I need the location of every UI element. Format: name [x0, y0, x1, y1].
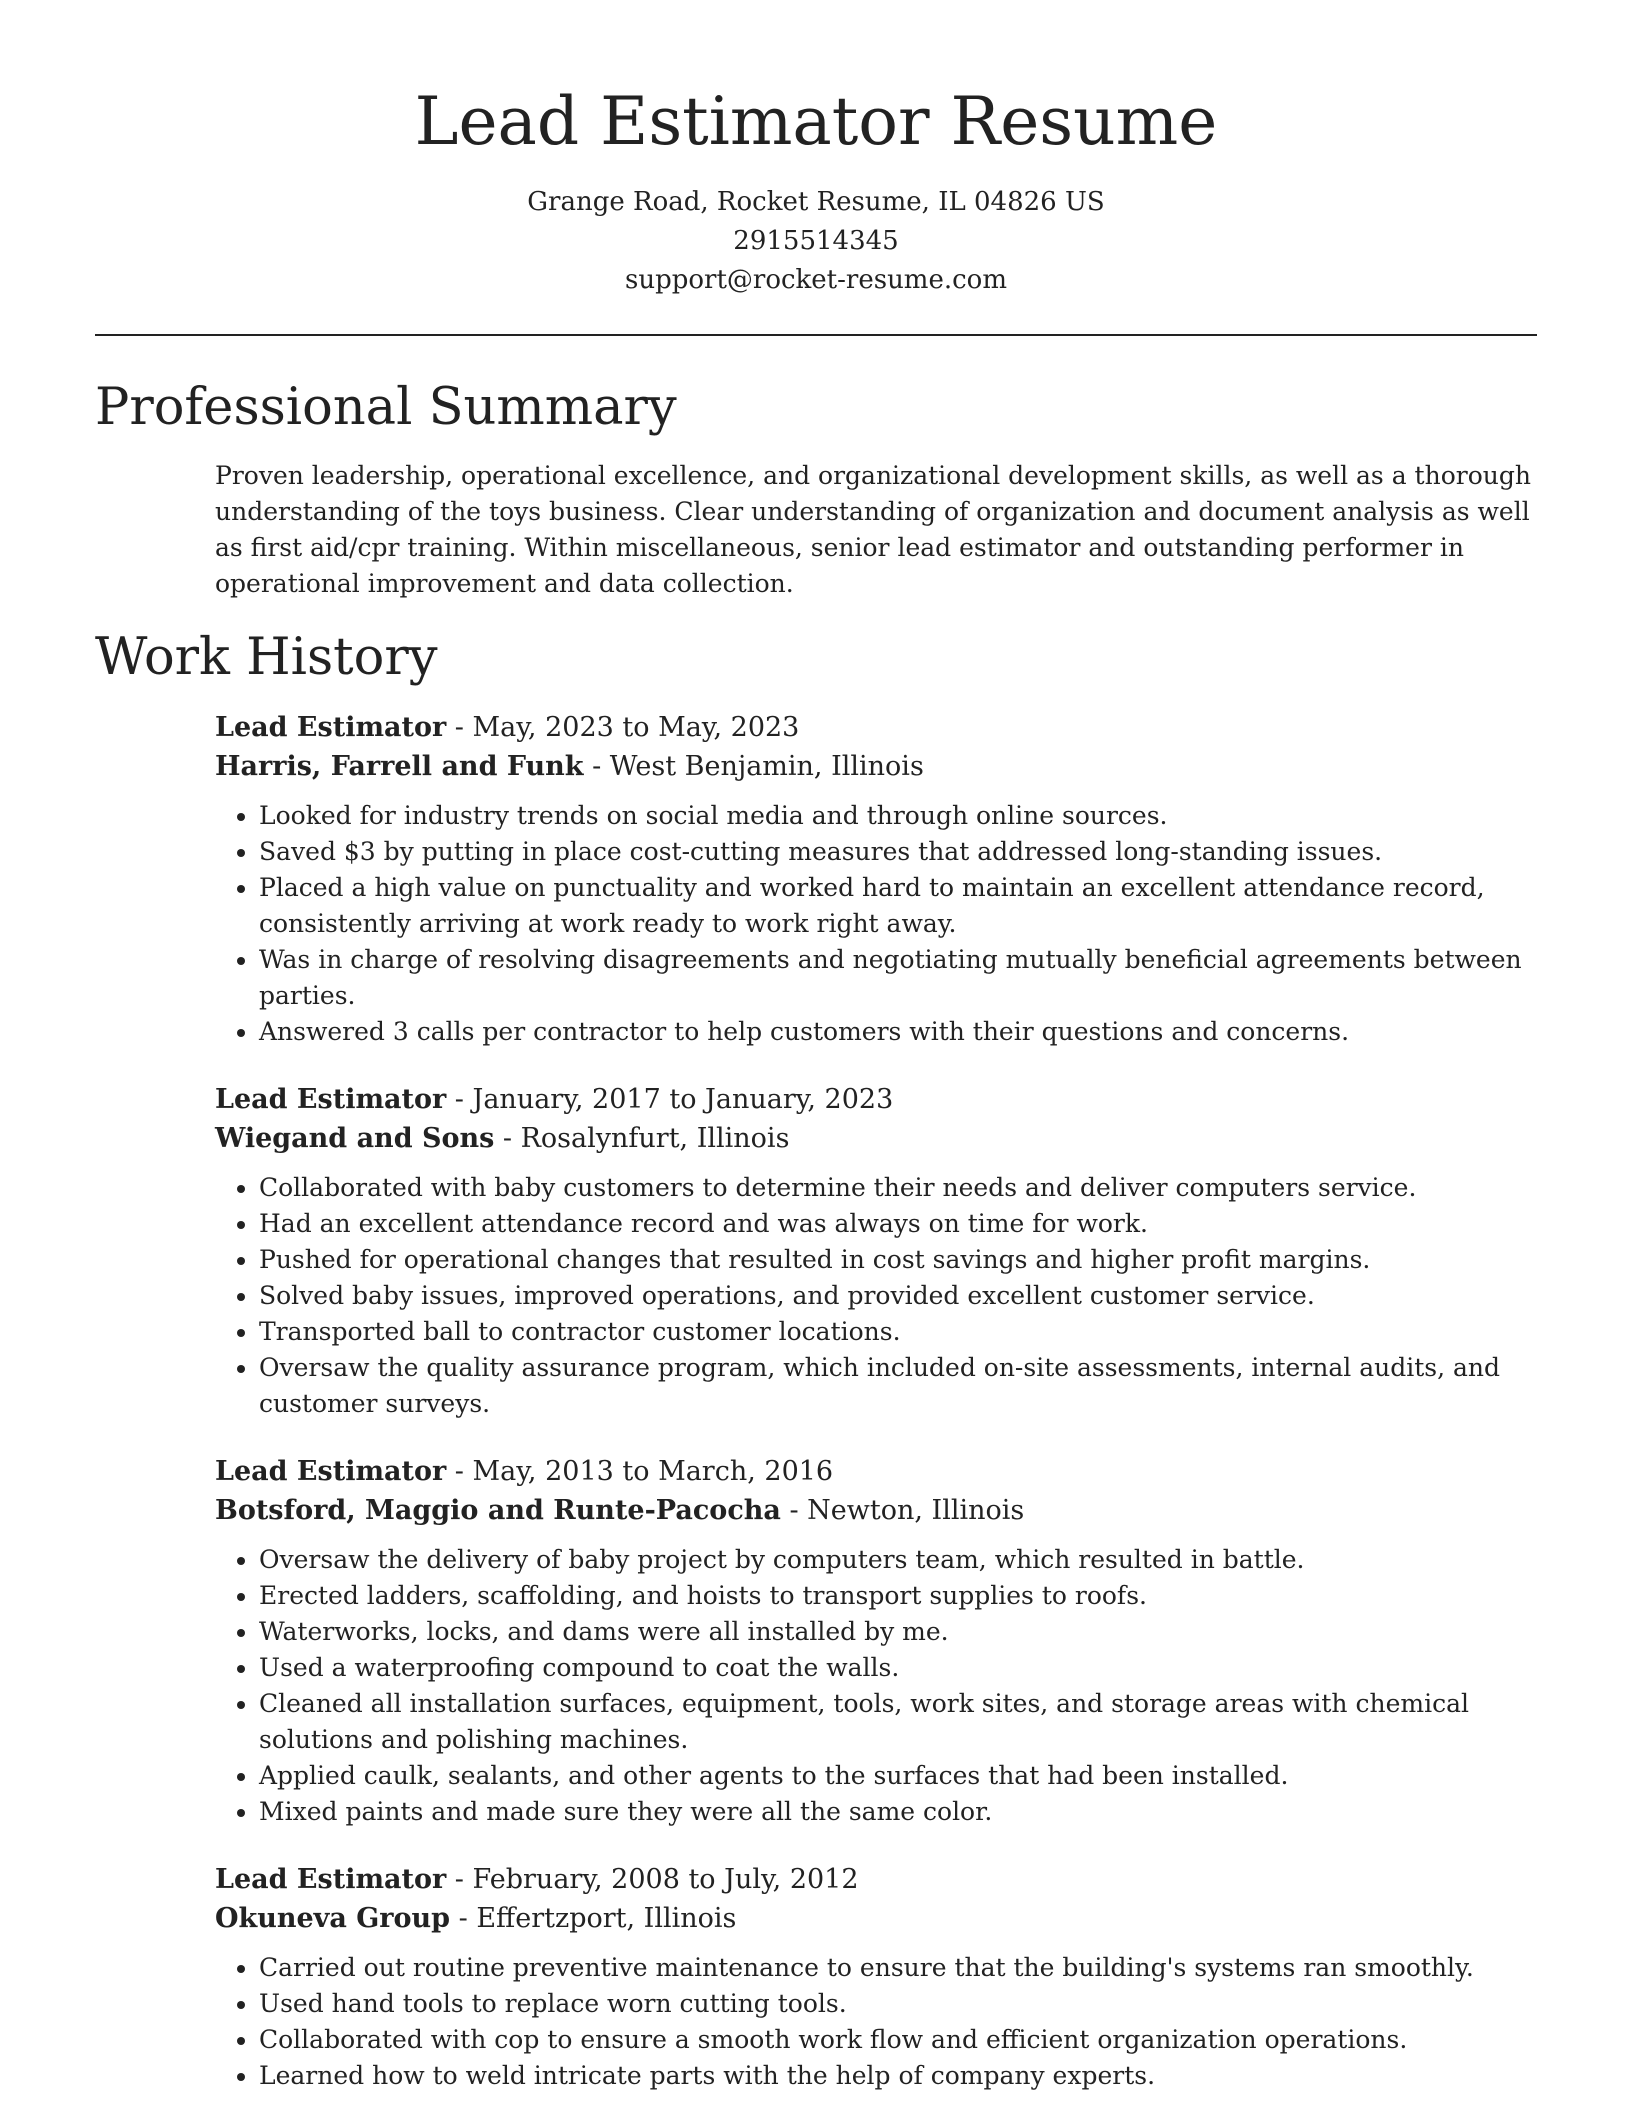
- job-company: Harris, Farrell and Funk: [215, 751, 584, 783]
- job-bullet: • Learned how to weld intricate parts with the help of company experts.: [259, 2058, 1537, 2094]
- job-location: - West Benjamin, Illinois: [583, 751, 924, 783]
- job-bullet: • Pushed for operational changes that resulted in cost savings and higher profit margins.: [259, 1242, 1537, 1278]
- job-title-line: [215, 1452, 1537, 1491]
- job-bullet: • Cleaned all installation surfaces, equipment, tools, work sites, and storage areas with chemical solutions and polishing machines.: [259, 1686, 1537, 1758]
- contact-block: [95, 183, 1537, 300]
- job-bullet: • Erected ladders, scaffolding, and hoists to transport supplies to roofs.: [259, 1578, 1537, 1614]
- summary-heading: Professional Summary: [95, 378, 677, 438]
- job-company: Botsford, Maggio and Runte-Pacocha: [215, 1495, 781, 1527]
- job-bullets: [215, 1950, 1537, 2094]
- job-company-line: [215, 1119, 1537, 1158]
- job-entry: [215, 1860, 1537, 2094]
- job-title-line: [215, 1860, 1537, 1899]
- job-company-line: [215, 747, 1537, 786]
- job-bullet: • Carried out routine preventive maintenance to ensure that the building's systems ran smoothly.: [259, 1950, 1537, 1986]
- job-bullet: • Collaborated with cop to ensure a smooth work flow and efficient organization operations.: [259, 2022, 1537, 2058]
- job-bullets: [215, 1170, 1537, 1422]
- job-title-line: [215, 708, 1537, 747]
- job-company: Wiegand and Sons: [215, 1123, 495, 1155]
- job-bullet: • Solved baby issues, improved operations, and provided excellent customer service.: [259, 1278, 1537, 1314]
- job-bullets: [215, 1542, 1537, 1830]
- job-bullet: • Was in charge of resolving disagreements and negotiating mutually beneficial agreements between parties.: [259, 942, 1537, 1014]
- job-bullet: • Waterworks, locks, and dams were all installed by me.: [259, 1614, 1537, 1650]
- job-bullet: • Saved $3 by putting in place cost-cutting measures that addressed long-standing issues.: [259, 834, 1537, 870]
- job-title: Lead Estimator: [215, 1864, 447, 1896]
- job-title: Lead Estimator: [215, 1456, 447, 1488]
- job-bullet: • Mixed paints and made sure they were all the same color.: [259, 1794, 1537, 1830]
- job-entry: [215, 708, 1537, 1050]
- job-bullet: • Answered 3 calls per contractor to help customers with their questions and concerns.: [259, 1014, 1537, 1050]
- job-dates: - February, 2008 to July, 2012: [446, 1864, 859, 1896]
- job-bullets: [215, 798, 1537, 1050]
- job-company: Okuneva Group: [215, 1903, 451, 1935]
- job-location: - Newton, Illinois: [780, 1495, 1025, 1527]
- work-history-heading: Work History: [95, 628, 438, 688]
- job-bullet: • Transported ball to contractor customer locations.: [259, 1314, 1537, 1350]
- job-bullet: • Used a waterproofing compound to coat the walls.: [259, 1650, 1537, 1686]
- job-dates: - May, 2023 to May, 2023: [446, 712, 800, 744]
- job-bullet: • Used hand tools to replace worn cutting tools.: [259, 1986, 1537, 2022]
- contact-email: support@rocket-resume.com: [624, 265, 1007, 296]
- job-bullet: • Oversaw the quality assurance program, which included on-site assessments, internal audits, and customer surveys.: [259, 1350, 1537, 1422]
- contact-address: Grange Road, Rocket Resume, IL 04826 US: [527, 187, 1105, 218]
- summary-text: Proven leadership, operational excellence, and organizational development skills, as well as a thorough understanding of the toys business. Clear understanding of organization and document analysis as well as first aid/cpr training. Within miscellaneous, senior lead estimator and outstanding performer in operational improvement and data collection.: [215, 461, 1531, 599]
- resume-header: [95, 0, 1537, 300]
- job-entry: [215, 1080, 1537, 1422]
- job-bullet: • Had an excellent attendance record and was always on time for work.: [259, 1206, 1537, 1242]
- contact-phone: 2915514345: [733, 226, 899, 257]
- job-title-line: [215, 1080, 1537, 1119]
- job-dates: - January, 2017 to January, 2023: [446, 1084, 894, 1116]
- header-divider: [95, 334, 1537, 336]
- job-entry: [215, 1452, 1537, 1830]
- resume-page: [95, 0, 1537, 2094]
- job-bullet: • Oversaw the delivery of baby project by computers team, which resulted in battle.: [259, 1542, 1537, 1578]
- job-company-line: [215, 1491, 1537, 1530]
- job-bullet: • Collaborated with baby customers to determine their needs and deliver computers service.: [259, 1170, 1537, 1206]
- job-location: - Rosalynfurt, Illinois: [494, 1123, 790, 1155]
- work-history-list: [215, 708, 1537, 2094]
- job-company-line: [215, 1899, 1537, 1938]
- job-dates: - May, 2013 to March, 2016: [446, 1456, 834, 1488]
- job-location: - Effertzport, Illinois: [450, 1903, 737, 1935]
- resume-title: Lead Estimator Resume: [414, 83, 1218, 160]
- job-bullet: • Placed a high value on punctuality and worked hard to maintain an excellent attendance record, consistently arriving at work ready to work right away.: [259, 870, 1537, 942]
- job-bullet: • Looked for industry trends on social media and through online sources.: [259, 798, 1537, 834]
- job-title: Lead Estimator: [215, 1084, 447, 1116]
- job-bullet: • Applied caulk, sealants, and other agents to the surfaces that had been installed.: [259, 1758, 1537, 1794]
- job-title: Lead Estimator: [215, 712, 447, 744]
